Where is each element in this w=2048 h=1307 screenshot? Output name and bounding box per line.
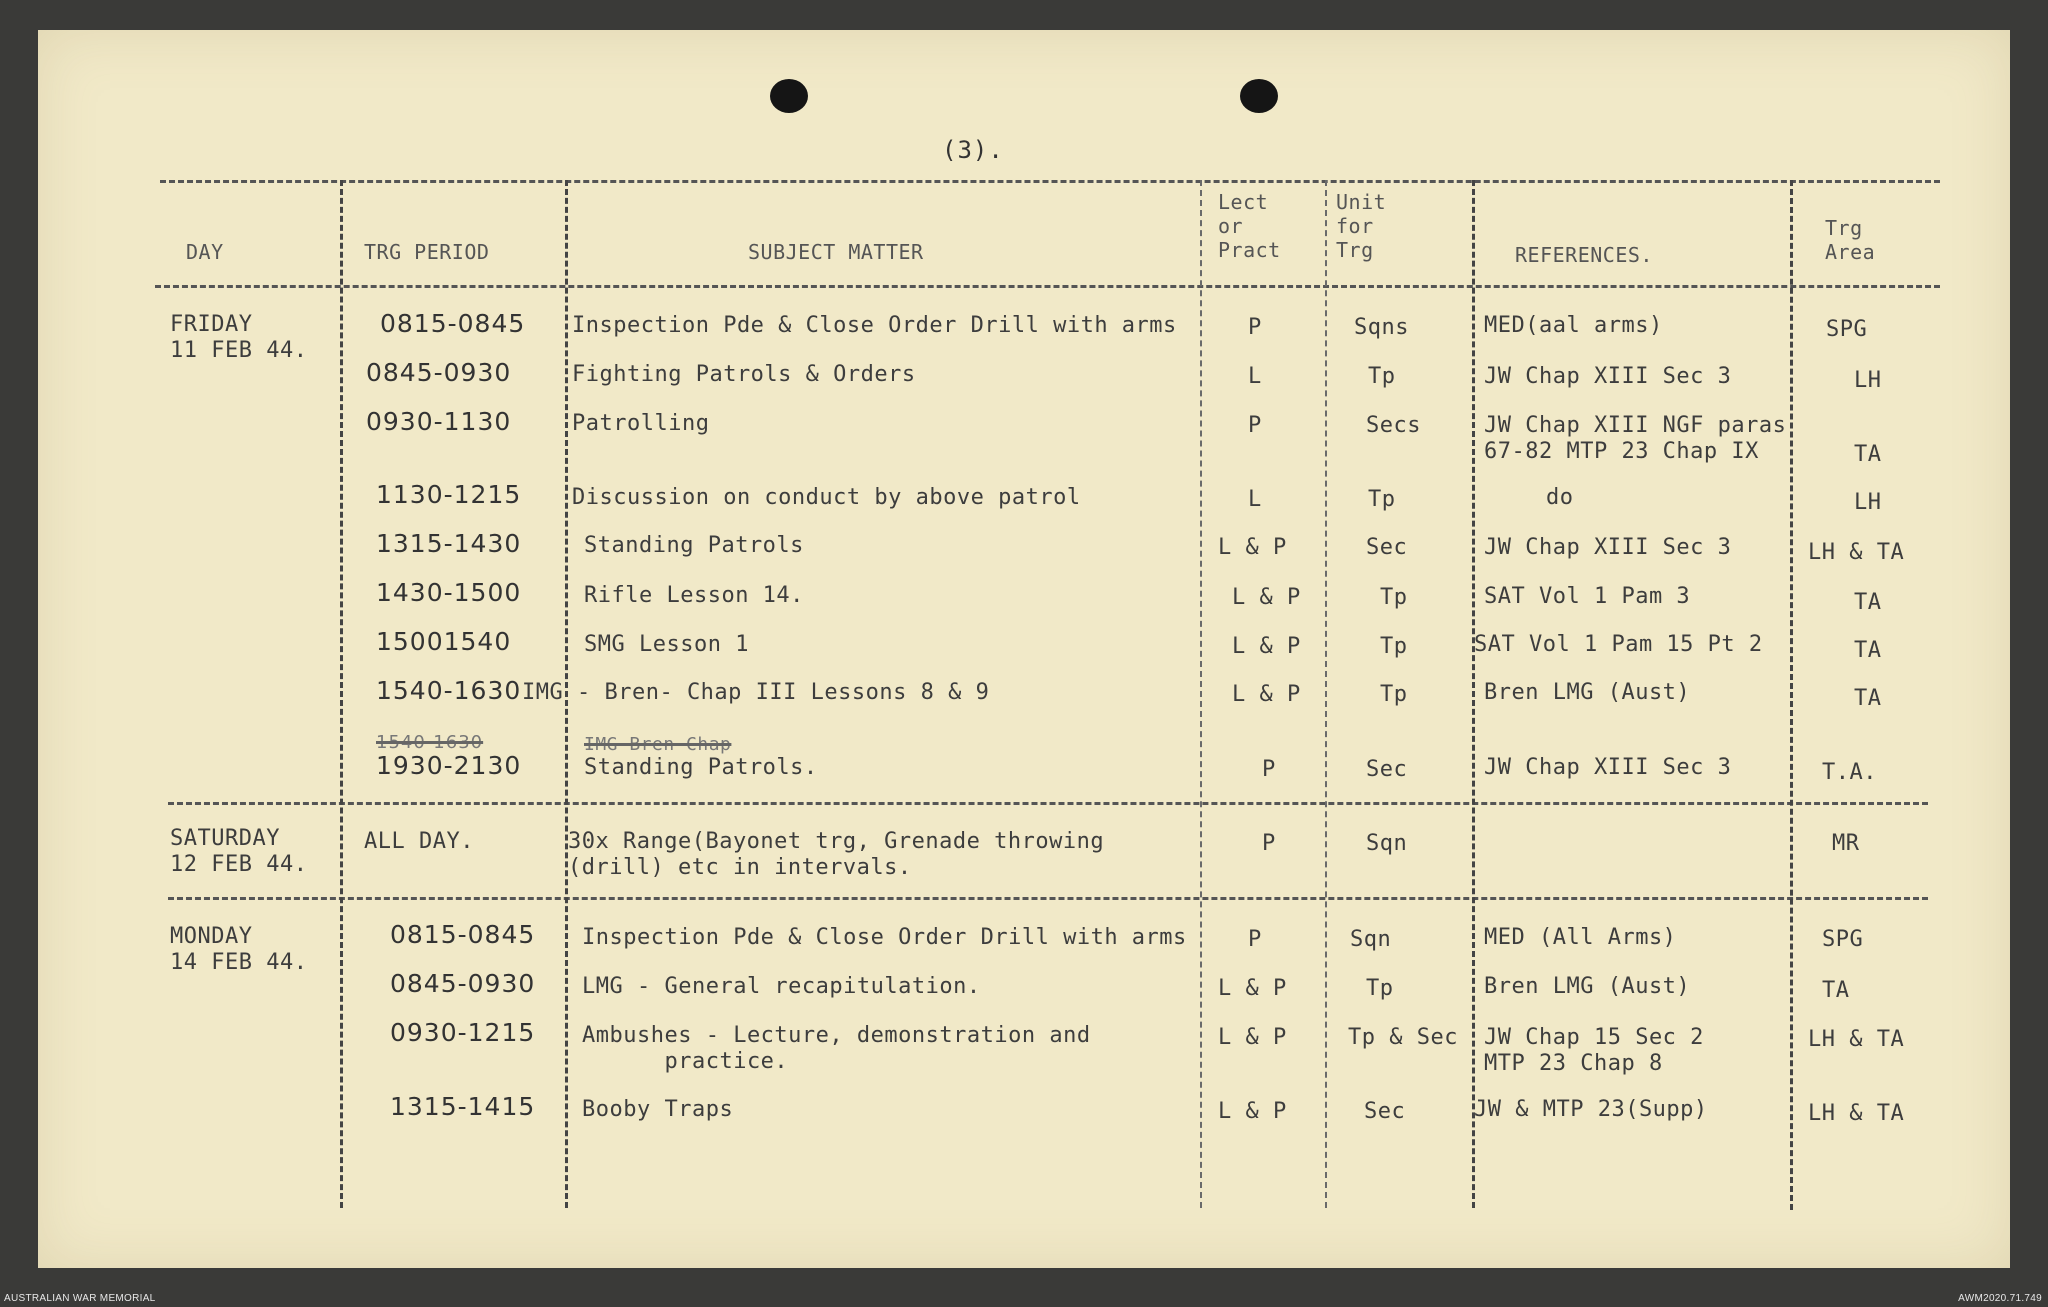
references: JW & MTP 23(Supp) <box>1474 1097 1708 1122</box>
references: SAT Vol 1 Pam 15 Pt 2 <box>1474 632 1763 657</box>
column-divider <box>1790 180 1793 1210</box>
unit-for-trg: Secs <box>1366 413 1421 438</box>
trg-area: LH & TA <box>1808 1101 1905 1126</box>
trg-period: 0845-0930 <box>366 358 512 387</box>
column-divider <box>340 180 343 1208</box>
trg-period: 0930-1215 <box>390 1018 536 1047</box>
subject-matter: Booby Traps <box>582 1097 734 1122</box>
subject-matter: Fighting Patrols & Orders <box>572 362 916 387</box>
trg-period: 1430-1500 <box>376 578 522 607</box>
unit-for-trg: Sqn <box>1366 831 1408 856</box>
header-unit-for-trg: Unit for Trg <box>1336 190 1387 262</box>
trg-period: 0930-1130 <box>366 407 512 436</box>
header-trg-period: TRG PERIOD <box>364 240 490 264</box>
section-rule <box>168 802 1928 805</box>
trg-area: TA <box>1854 686 1882 711</box>
references: JW Chap 15 Sec 2 MTP 23 Chap 8 <box>1484 1025 1704 1076</box>
subject-matter: Inspection Pde & Close Order Drill with arms <box>572 313 1177 338</box>
column-divider <box>1200 180 1202 1208</box>
lect-or-pract: P <box>1262 831 1276 856</box>
trg-period: 1315-1430 <box>376 529 522 558</box>
unit-for-trg: Sqn <box>1350 927 1392 952</box>
lect-or-pract: P <box>1248 315 1262 340</box>
unit-for-trg: Tp <box>1380 585 1408 610</box>
header-trg-area: Trg Area <box>1825 216 1876 264</box>
unit-for-trg: Sec <box>1366 757 1408 782</box>
trg-period: 1315-1415 <box>390 1092 536 1121</box>
lect-or-pract: L & P <box>1232 634 1301 659</box>
punch-hole <box>1240 79 1278 113</box>
trg-area: LH <box>1854 490 1882 515</box>
unit-for-trg: Tp & Sec <box>1348 1025 1458 1050</box>
header-subject-matter: SUBJECT MATTER <box>748 240 924 264</box>
subject-matter: Discussion on conduct by above patrol <box>572 485 1081 510</box>
references: Bren LMG (Aust) <box>1484 680 1691 705</box>
lect-or-pract: P <box>1248 927 1262 952</box>
header-lect-or-pract: Lect or Pract <box>1218 190 1281 262</box>
day-label: FRIDAY 11 FEB 44. <box>170 312 308 363</box>
trg-period: 0815-0845 <box>380 309 526 338</box>
day-label: MONDAY 14 FEB 44. <box>170 924 308 975</box>
lect-or-pract: L & P <box>1218 1099 1287 1124</box>
lect-or-pract: L & P <box>1232 682 1301 707</box>
subject-matter: Standing Patrols <box>584 533 804 558</box>
unit-for-trg: Tp <box>1366 976 1394 1001</box>
lect-or-pract: L <box>1248 487 1262 512</box>
unit-for-trg: Sqns <box>1354 315 1409 340</box>
subject-matter: SMG Lesson 1 <box>584 632 749 657</box>
unit-for-trg: Tp <box>1368 364 1396 389</box>
references: MED (All Arms) <box>1484 925 1677 950</box>
references: MED(aal arms) <box>1484 313 1663 338</box>
references: JW Chap XIII Sec 3 <box>1484 535 1732 560</box>
trg-area: TA <box>1854 442 1882 467</box>
trg-period: 0845-0930 <box>390 969 536 998</box>
trg-area: SPG <box>1822 927 1864 952</box>
trg-area: LH <box>1854 368 1882 393</box>
trg-period: 1540-1630 <box>376 676 522 705</box>
references: do <box>1546 485 1574 510</box>
trg-area: LH & TA <box>1808 1027 1905 1052</box>
trg-area: T.A. <box>1822 760 1877 785</box>
subject-matter: Standing Patrols. <box>584 755 818 780</box>
references: JW Chap XIII NGF paras 67-82 MTP 23 Chap IX <box>1484 413 1787 464</box>
unit-for-trg: Sec <box>1366 535 1408 560</box>
section-rule <box>168 897 1928 900</box>
footer-accession-number: AWM2020.71.749 <box>1958 1293 2042 1304</box>
table-top-rule <box>160 180 1940 183</box>
struck-subject-matter: IMG Bren Chap <box>584 734 732 755</box>
trg-area: TA <box>1822 978 1850 1003</box>
unit-for-trg: Tp <box>1368 487 1396 512</box>
subject-matter: Ambushes - Lecture, demonstration and practice. <box>582 1023 1091 1074</box>
subject-matter: IMG - Bren- Chap III Lessons 8 & 9 <box>522 680 990 705</box>
trg-period: 1130-1215 <box>376 480 522 509</box>
header-rule <box>155 285 1940 288</box>
references: JW Chap XIII Sec 3 <box>1484 755 1732 780</box>
trg-period: 1930-2130 <box>376 751 522 780</box>
subject-matter: Patrolling <box>572 411 710 436</box>
struck-trg-period: 1540-1630 <box>376 732 484 753</box>
lect-or-pract: L & P <box>1218 535 1287 560</box>
trg-period: ALL DAY. <box>364 829 474 854</box>
lect-or-pract: L & P <box>1232 585 1301 610</box>
column-divider <box>1472 180 1475 1208</box>
unit-for-trg: Tp <box>1380 634 1408 659</box>
trg-period: 15001540 <box>376 627 512 656</box>
lect-or-pract: L & P <box>1218 976 1287 1001</box>
subject-matter: 30x Range(Bayonet trg, Grenade throwing (drill) etc in intervals. <box>568 829 1105 880</box>
lect-or-pract: P <box>1262 757 1276 782</box>
references: JW Chap XIII Sec 3 <box>1484 364 1732 389</box>
references: SAT Vol 1 Pam 3 <box>1484 584 1691 609</box>
trg-period: 0815-0845 <box>390 920 536 949</box>
footer-source: AUSTRALIAN WAR MEMORIAL <box>4 1293 156 1304</box>
unit-for-trg: Tp <box>1380 682 1408 707</box>
trg-area: SPG <box>1826 317 1868 342</box>
column-divider <box>1325 180 1327 1208</box>
page-number: (3). <box>942 136 1004 164</box>
references: Bren LMG (Aust) <box>1484 974 1691 999</box>
day-label: SATURDAY 12 FEB 44. <box>170 826 308 877</box>
trg-area: TA <box>1854 638 1882 663</box>
punch-hole <box>770 79 808 113</box>
lect-or-pract: L <box>1248 364 1262 389</box>
trg-area: LH & TA <box>1808 540 1905 565</box>
trg-area: TA <box>1854 590 1882 615</box>
header-day: DAY <box>186 240 224 264</box>
unit-for-trg: Sec <box>1364 1099 1406 1124</box>
trg-area: MR <box>1832 831 1860 856</box>
lect-or-pract: L & P <box>1218 1025 1287 1050</box>
subject-matter: LMG - General recapitulation. <box>582 974 981 999</box>
header-references: REFERENCES. <box>1515 243 1653 267</box>
subject-matter: Inspection Pde & Close Order Drill with arms <box>582 925 1187 950</box>
subject-matter: Rifle Lesson 14. <box>584 583 804 608</box>
lect-or-pract: P <box>1248 413 1262 438</box>
